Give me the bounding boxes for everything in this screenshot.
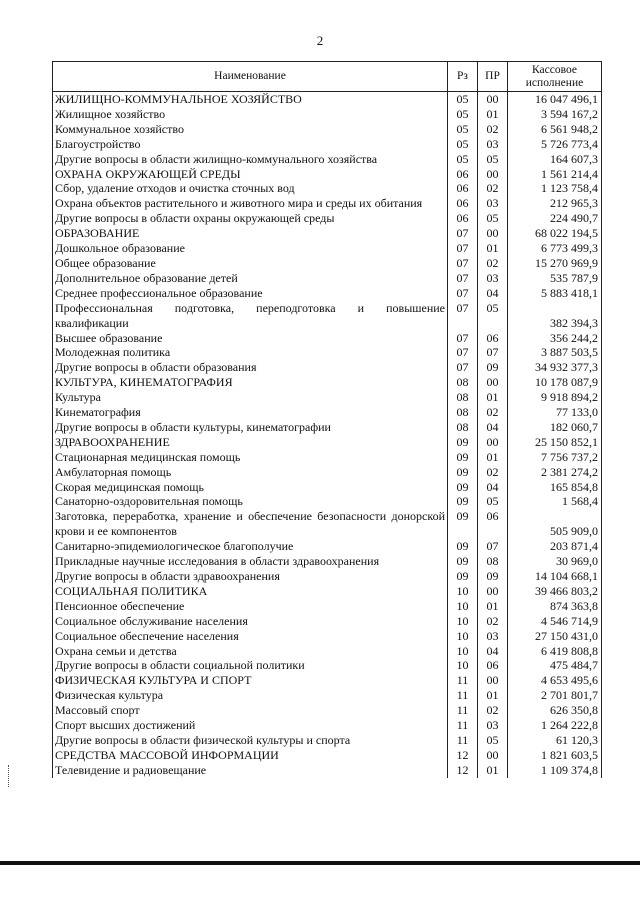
- table-row: [53, 509, 602, 539]
- table-row: [53, 718, 602, 733]
- row-rz: 09: [448, 465, 478, 480]
- row-rz: 09: [448, 509, 478, 539]
- row-name: Другие вопросы в области образования: [53, 360, 448, 375]
- row-name: Другие вопросы в области жилищно-коммунального хозяйства: [53, 152, 448, 167]
- row-rz: 12: [448, 763, 478, 778]
- row-pr: 00: [478, 167, 508, 182]
- row-pr: 03: [478, 196, 508, 211]
- row-rz: 07: [448, 226, 478, 241]
- row-name: Другие вопросы в области культуры, кинематографии: [53, 420, 448, 435]
- row-name: Сбор, удаление отходов и очистка сточных вод: [53, 181, 448, 196]
- row-pr: 00: [478, 584, 508, 599]
- row-rz: 06: [448, 181, 478, 196]
- row-pr: 04: [478, 480, 508, 495]
- row-amount: 5 726 773,4: [508, 137, 602, 152]
- row-amount: 874 363,8: [508, 599, 602, 614]
- row-pr: 03: [478, 271, 508, 286]
- row-pr: 05: [478, 733, 508, 748]
- row-amount: 7 756 737,2: [508, 450, 602, 465]
- section-row: [53, 673, 602, 688]
- table-row: [53, 301, 602, 331]
- row-rz: 09: [448, 480, 478, 495]
- row-name: Другие вопросы в области охраны окружающей среды: [53, 211, 448, 226]
- row-amount: 68 022 194,5: [508, 226, 602, 241]
- row-amount: 2 701 801,7: [508, 688, 602, 703]
- table-row: [53, 331, 602, 346]
- table-row: [53, 211, 602, 226]
- table-row: [53, 629, 602, 644]
- row-amount: 1 264 222,8: [508, 718, 602, 733]
- row-rz: 05: [448, 92, 478, 107]
- section-row: [53, 748, 602, 763]
- row-amount: 4 546 714,9: [508, 614, 602, 629]
- row-pr: 01: [478, 107, 508, 122]
- row-amount: 10 178 087,9: [508, 375, 602, 390]
- row-amount: 475 484,7: [508, 658, 602, 673]
- header-rz: Рз: [448, 62, 478, 92]
- row-rz: 09: [448, 494, 478, 509]
- row-name: ЖИЛИЩНО-КОММУНАЛЬНОЕ ХОЗЯЙСТВО: [53, 92, 448, 107]
- row-name: Коммунальное хозяйство: [53, 122, 448, 137]
- table-row: [53, 494, 602, 509]
- row-rz: 10: [448, 599, 478, 614]
- table-row: [53, 107, 602, 122]
- row-amount: 4 653 495,6: [508, 673, 602, 688]
- row-amount: 15 270 969,9: [508, 256, 602, 271]
- table-row: [53, 554, 602, 569]
- row-name: Социальное обслуживание населения: [53, 614, 448, 629]
- row-rz: 06: [448, 211, 478, 226]
- row-amount: 203 871,4: [508, 539, 602, 554]
- row-pr: 02: [478, 465, 508, 480]
- bottom-rule: [0, 861, 640, 865]
- table-row: [53, 733, 602, 748]
- row-rz: 07: [448, 345, 478, 360]
- row-pr: 00: [478, 435, 508, 450]
- row-amount: 39 466 803,2: [508, 584, 602, 599]
- row-pr: 02: [478, 614, 508, 629]
- row-name: Другие вопросы в области физической культуры и спорта: [53, 733, 448, 748]
- row-amount: 1 568,4: [508, 494, 602, 509]
- row-pr: 00: [478, 226, 508, 241]
- table-row: [53, 286, 602, 301]
- row-rz: 10: [448, 629, 478, 644]
- table-header-row: [53, 62, 602, 92]
- row-pr: 09: [478, 569, 508, 584]
- row-name: Другие вопросы в области здравоохранения: [53, 569, 448, 584]
- row-pr: 00: [478, 673, 508, 688]
- row-rz: 10: [448, 658, 478, 673]
- row-pr: 06: [478, 509, 508, 539]
- row-rz: 07: [448, 256, 478, 271]
- row-name: Санаторно-оздоровительная помощь: [53, 494, 448, 509]
- row-name: Телевидение и радиовещание: [53, 763, 448, 778]
- row-rz: 09: [448, 450, 478, 465]
- table-row: [53, 480, 602, 495]
- row-name: Охрана объектов растительного и животного мира и среды их обитания: [53, 196, 448, 211]
- table-row: [53, 345, 602, 360]
- row-name: ОХРАНА ОКРУЖАЮЩЕЙ СРЕДЫ: [53, 167, 448, 182]
- row-rz: 12: [448, 748, 478, 763]
- table-row: [53, 196, 602, 211]
- row-pr: 00: [478, 748, 508, 763]
- row-pr: 01: [478, 241, 508, 256]
- row-name: КУЛЬТУРА, КИНЕМАТОГРАФИЯ: [53, 375, 448, 390]
- margin-mark: [8, 765, 10, 787]
- row-rz: 07: [448, 271, 478, 286]
- row-rz: 08: [448, 405, 478, 420]
- row-rz: 10: [448, 614, 478, 629]
- row-rz: 10: [448, 644, 478, 659]
- page-number: 2: [316, 33, 324, 48]
- table-row: [53, 450, 602, 465]
- row-name: СРЕДСТВА МАССОВОЙ ИНФОРМАЦИИ: [53, 748, 448, 763]
- row-pr: 00: [478, 92, 508, 107]
- table-row: [53, 614, 602, 629]
- row-name: ОБРАЗОВАНИЕ: [53, 226, 448, 241]
- row-pr: 01: [478, 688, 508, 703]
- row-name: Санитарно-эпидемиологическое благополучие: [53, 539, 448, 554]
- table-row: [53, 137, 602, 152]
- row-pr: 03: [478, 137, 508, 152]
- row-pr: 07: [478, 345, 508, 360]
- row-rz: 07: [448, 286, 478, 301]
- row-amount: 505 909,0: [508, 509, 602, 539]
- row-pr: 01: [478, 763, 508, 778]
- row-name: Жилищное хозяйство: [53, 107, 448, 122]
- row-pr: 05: [478, 494, 508, 509]
- row-pr: 01: [478, 390, 508, 405]
- row-amount: 34 932 377,3: [508, 360, 602, 375]
- row-rz: 08: [448, 375, 478, 390]
- row-name: Дополнительное образование детей: [53, 271, 448, 286]
- row-rz: 07: [448, 301, 478, 331]
- row-rz: 05: [448, 107, 478, 122]
- row-rz: 09: [448, 539, 478, 554]
- row-pr: 08: [478, 554, 508, 569]
- row-name: ФИЗИЧЕСКАЯ КУЛЬТУРА И СПОРТ: [53, 673, 448, 688]
- row-amount: 1 561 214,4: [508, 167, 602, 182]
- table-row: [53, 658, 602, 673]
- section-row: [53, 92, 602, 107]
- row-rz: 08: [448, 390, 478, 405]
- row-rz: 11: [448, 688, 478, 703]
- row-pr: 02: [478, 181, 508, 196]
- header-amount: Кассовое исполнение: [508, 62, 602, 92]
- table-row: [53, 241, 602, 256]
- row-rz: 11: [448, 733, 478, 748]
- row-rz: 09: [448, 554, 478, 569]
- row-rz: 10: [448, 584, 478, 599]
- table-row: [53, 703, 602, 718]
- row-amount: 165 854,8: [508, 480, 602, 495]
- table-row: [53, 763, 602, 778]
- row-rz: 08: [448, 420, 478, 435]
- table-row: [53, 181, 602, 196]
- row-amount: 626 350,8: [508, 703, 602, 718]
- row-amount: 1 109 374,8: [508, 763, 602, 778]
- row-name: Общее образование: [53, 256, 448, 271]
- row-name: Физическая культура: [53, 688, 448, 703]
- row-name: ЗДРАВООХРАНЕНИЕ: [53, 435, 448, 450]
- row-name: Профессиональная подготовка, переподготовка и повышение квалификации: [53, 301, 448, 331]
- table-body: [53, 92, 602, 778]
- row-rz: 11: [448, 673, 478, 688]
- row-amount: 182 060,7: [508, 420, 602, 435]
- row-amount: 356 244,2: [508, 331, 602, 346]
- row-pr: 07: [478, 539, 508, 554]
- row-pr: 02: [478, 256, 508, 271]
- row-pr: 04: [478, 420, 508, 435]
- row-name: Культура: [53, 390, 448, 405]
- budget-table: [52, 61, 602, 778]
- section-row: [53, 167, 602, 182]
- row-name: Стационарная медицинская помощь: [53, 450, 448, 465]
- row-rz: 09: [448, 569, 478, 584]
- row-name: Социальное обеспечение населения: [53, 629, 448, 644]
- row-amount: 212 965,3: [508, 196, 602, 211]
- row-name: Другие вопросы в области социальной политики: [53, 658, 448, 673]
- row-rz: 06: [448, 167, 478, 182]
- row-pr: 03: [478, 718, 508, 733]
- table-row: [53, 599, 602, 614]
- row-amount: 1 123 758,4: [508, 181, 602, 196]
- row-rz: 06: [448, 196, 478, 211]
- row-name: Скорая медицинская помощь: [53, 480, 448, 495]
- row-rz: 11: [448, 703, 478, 718]
- row-name: Благоустройство: [53, 137, 448, 152]
- row-amount: 1 821 603,5: [508, 748, 602, 763]
- table-row: [53, 390, 602, 405]
- table-row: [53, 688, 602, 703]
- table-row: [53, 360, 602, 375]
- row-rz: 05: [448, 137, 478, 152]
- row-amount: 27 150 431,0: [508, 629, 602, 644]
- row-pr: 02: [478, 122, 508, 137]
- row-amount: 2 381 274,2: [508, 465, 602, 480]
- row-pr: 01: [478, 450, 508, 465]
- row-amount: 5 883 418,1: [508, 286, 602, 301]
- row-name: Дошкольное образование: [53, 241, 448, 256]
- row-name: Прикладные научные исследования в области здравоохранения: [53, 554, 448, 569]
- row-amount: 77 133,0: [508, 405, 602, 420]
- row-amount: 25 150 852,1: [508, 435, 602, 450]
- row-rz: 11: [448, 718, 478, 733]
- row-name: Спорт высших достижений: [53, 718, 448, 733]
- row-amount: 535 787,9: [508, 271, 602, 286]
- table-row: [53, 465, 602, 480]
- table-row: [53, 152, 602, 167]
- table-row: [53, 569, 602, 584]
- row-amount: 16 047 496,1: [508, 92, 602, 107]
- row-amount: 6 773 499,3: [508, 241, 602, 256]
- row-name: Амбулаторная помощь: [53, 465, 448, 480]
- row-pr: 01: [478, 599, 508, 614]
- row-pr: 05: [478, 301, 508, 331]
- row-name: Высшее образование: [53, 331, 448, 346]
- row-pr: 04: [478, 644, 508, 659]
- row-pr: 06: [478, 331, 508, 346]
- row-name: Кинематография: [53, 405, 448, 420]
- row-amount: 3 594 167,2: [508, 107, 602, 122]
- row-amount: 164 607,3: [508, 152, 602, 167]
- header-name: Наименование: [53, 62, 448, 92]
- row-pr: 02: [478, 703, 508, 718]
- row-rz: 07: [448, 331, 478, 346]
- row-pr: 05: [478, 152, 508, 167]
- section-row: [53, 375, 602, 390]
- row-pr: 06: [478, 658, 508, 673]
- row-pr: 05: [478, 211, 508, 226]
- row-amount: 14 104 668,1: [508, 569, 602, 584]
- row-pr: 04: [478, 286, 508, 301]
- row-name: СОЦИАЛЬНАЯ ПОЛИТИКА: [53, 584, 448, 599]
- row-pr: 09: [478, 360, 508, 375]
- row-amount: 61 120,3: [508, 733, 602, 748]
- row-rz: 05: [448, 152, 478, 167]
- table-row: [53, 420, 602, 435]
- header-pr: ПР: [478, 62, 508, 92]
- row-name: Среднее профессиональное образование: [53, 286, 448, 301]
- row-amount: 224 490,7: [508, 211, 602, 226]
- row-rz: 09: [448, 435, 478, 450]
- row-amount: 6 419 808,8: [508, 644, 602, 659]
- row-amount: 30 969,0: [508, 554, 602, 569]
- row-pr: 02: [478, 405, 508, 420]
- table-row: [53, 405, 602, 420]
- row-name: Молодежная политика: [53, 345, 448, 360]
- table-row: [53, 271, 602, 286]
- row-amount: 382 394,3: [508, 301, 602, 331]
- row-name: Пенсионное обеспечение: [53, 599, 448, 614]
- row-pr: 00: [478, 375, 508, 390]
- section-row: [53, 226, 602, 241]
- row-name: Охрана семьи и детства: [53, 644, 448, 659]
- section-row: [53, 435, 602, 450]
- section-row: [53, 584, 602, 599]
- table-row: [53, 539, 602, 554]
- row-rz: 05: [448, 122, 478, 137]
- table-row: [53, 122, 602, 137]
- table-row: [53, 644, 602, 659]
- row-name: Массовый спорт: [53, 703, 448, 718]
- row-name: Заготовка, переработка, хранение и обеспечение безопасности донорской крови и ее компонентов: [53, 509, 448, 539]
- row-pr: 03: [478, 629, 508, 644]
- row-rz: 07: [448, 360, 478, 375]
- table-row: [53, 256, 602, 271]
- row-amount: 6 561 948,2: [508, 122, 602, 137]
- row-amount: 9 918 894,2: [508, 390, 602, 405]
- row-amount: 3 887 503,5: [508, 345, 602, 360]
- row-rz: 07: [448, 241, 478, 256]
